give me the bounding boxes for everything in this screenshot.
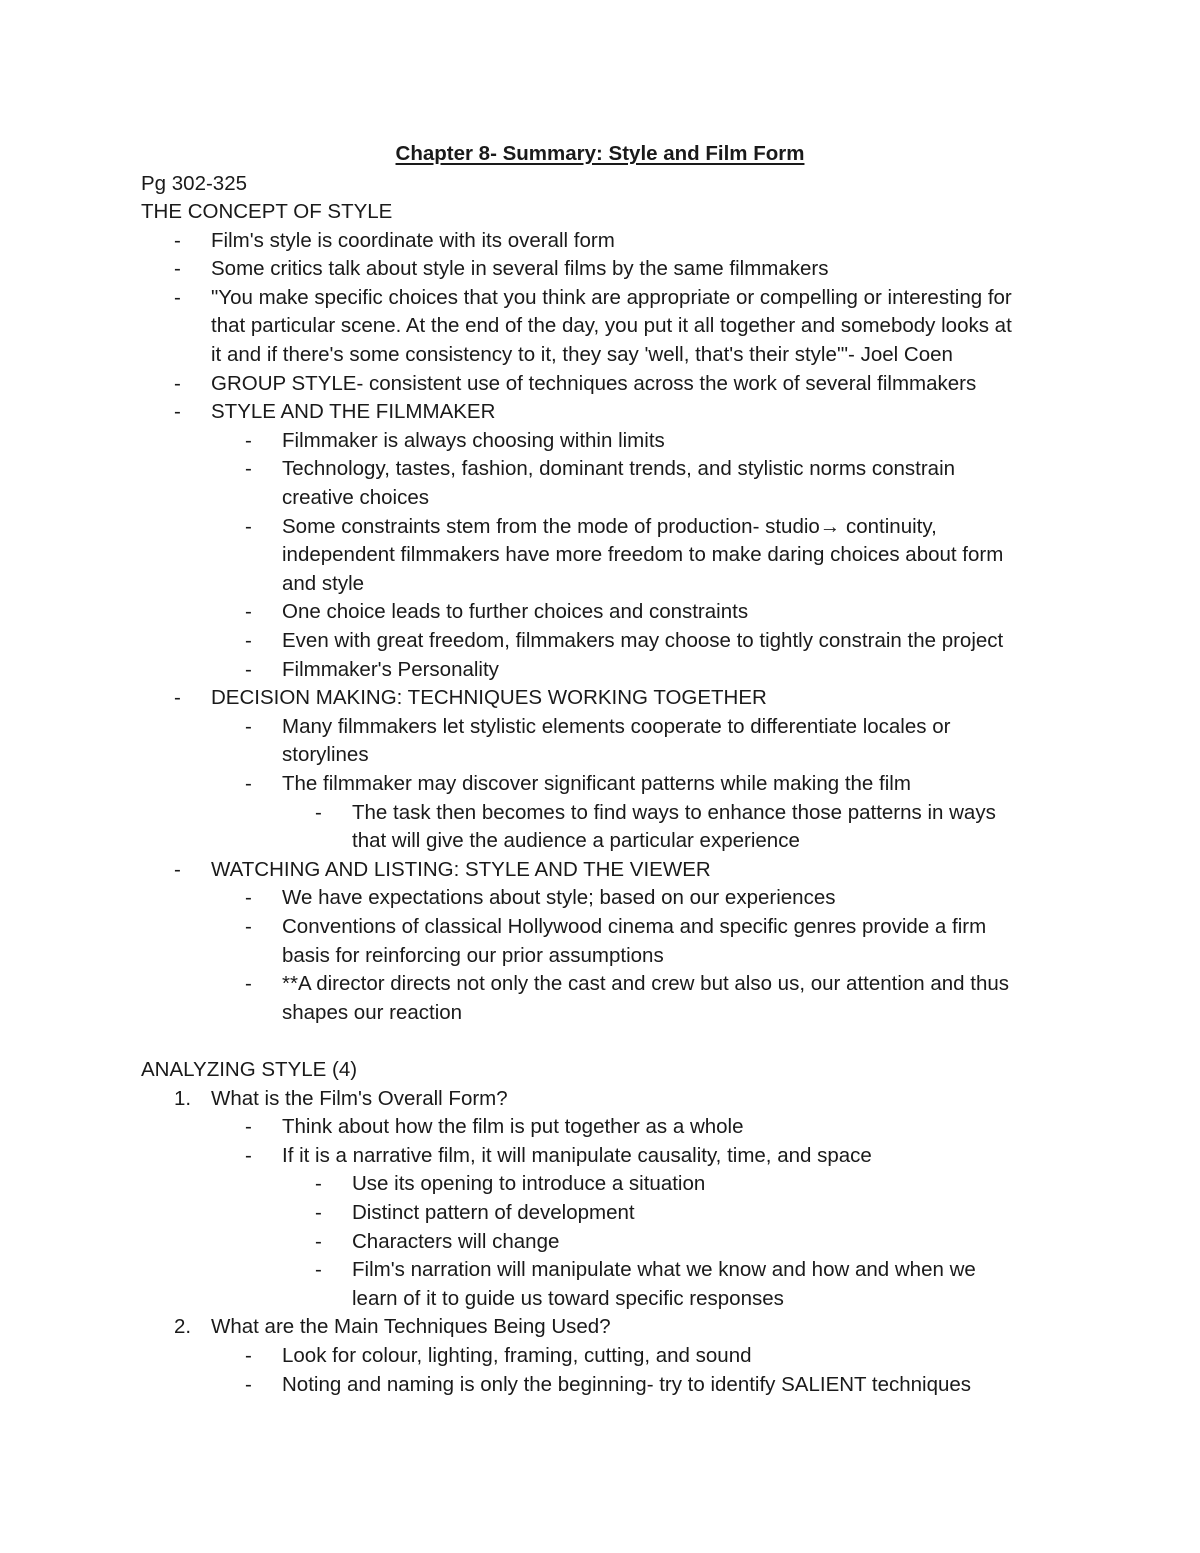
list-item-text: Use its opening to introduce a situation: [352, 1172, 706, 1196]
page-reference: Pg 302-325: [141, 172, 248, 195]
list-marker: -: [245, 1143, 252, 1167]
list-item-text: Look for colour, lighting, framing, cutting, and sound: [282, 1344, 752, 1367]
document-title: Chapter 8- Summary: Style and Film Form: [395, 142, 805, 165]
list-item-text: "You make specific choices that you think are appropriate or compelling or interesting for: [211, 285, 1012, 309]
list-marker: -: [174, 400, 181, 424]
list-item-text: One choice leads to further choices and constraints: [282, 600, 749, 624]
list-item-text: WATCHING AND LISTING: STYLE AND THE VIEWER: [211, 857, 711, 881]
list-item-text: shapes our reaction: [282, 1000, 463, 1024]
list-marker: -: [245, 772, 252, 795]
list-item-text: Some constraints stem from the mode of production- studio→ continuity,: [282, 514, 937, 538]
list-item-text: Distinct pattern of development: [352, 1201, 635, 1224]
list-item-text: Characters will change: [352, 1229, 560, 1253]
list-item-text: DECISION MAKING: TECHNIQUES WORKING TOGETHER: [211, 686, 767, 710]
list-marker: -: [245, 657, 252, 681]
list-marker: -: [245, 629, 252, 652]
list-marker: -: [315, 1201, 322, 1224]
list-marker: -: [174, 228, 181, 252]
section-heading: ANALYZING STYLE (4): [141, 1058, 358, 1081]
list-item-text: independent filmmakers have more freedom to make daring choices about form: [282, 543, 1004, 567]
list-item-text: What is the Film's Overall Form?: [211, 1086, 508, 1110]
list-item-text: creative choices: [282, 486, 429, 509]
list-marker: -: [245, 714, 252, 738]
list-marker: -: [315, 800, 322, 824]
list-item-text: Some critics talk about style in several films by the same filmmakers: [211, 257, 829, 281]
list-item-text: What are the Main Techniques Being Used?: [211, 1315, 611, 1339]
list-item-text: The task then becomes to find ways to enhance those patterns in ways: [352, 800, 996, 824]
list-marker: -: [174, 371, 181, 395]
list-item-text: Filmmaker's Personality: [282, 657, 499, 681]
list-item-text: it and if there's some consistency to it, they say 'well, that's their style'"- Joel Coen: [211, 343, 953, 366]
list-item-text: Even with great freedom, filmmakers may choose to tightly constrain the project: [282, 629, 1004, 652]
list-item-text: Many filmmakers let stylistic elements cooperate to differentiate locales or: [282, 714, 951, 738]
list-item-text: Conventions of classical Hollywood cinema and specific genres provide a firm: [282, 915, 987, 938]
list-marker: -: [245, 1344, 252, 1367]
list-item-text: Filmmaker is always choosing within limits: [282, 428, 665, 452]
list-item-text: basis for reinforcing our prior assumptions: [282, 943, 664, 967]
list-marker: -: [245, 514, 252, 538]
list-marker: -: [245, 972, 252, 996]
list-item-text: and style: [282, 571, 365, 595]
list-item-text: Noting and naming is only the beginning- try to identify SALIENT techniques: [282, 1372, 972, 1396]
list-item-text: If it is a narrative film, it will manipulate causality, time, and space: [282, 1143, 872, 1167]
list-marker: -: [315, 1229, 322, 1253]
list-marker: -: [315, 1258, 322, 1282]
section-heading: THE CONCEPT OF STYLE: [141, 200, 393, 223]
list-item-text: GROUP STYLE- consistent use of techniques across the work of several filmmakers: [211, 371, 977, 395]
list-marker: -: [245, 1372, 252, 1396]
list-marker: -: [315, 1172, 322, 1196]
list-item-text: We have expectations about style; based on our experiences: [282, 886, 836, 910]
list-item-text: learn of it to guide us toward specific responses: [352, 1286, 784, 1310]
list-marker: -: [245, 886, 252, 910]
list-marker: -: [174, 285, 181, 309]
list-item-text: Think about how the film is put together as a whole: [282, 1115, 744, 1139]
list-marker: 2.: [174, 1315, 192, 1339]
list-marker: -: [174, 686, 181, 710]
list-marker: -: [245, 428, 252, 452]
list-item-text: STYLE AND THE FILMMAKER: [211, 400, 496, 424]
list-marker: -: [245, 457, 252, 481]
list-item-text: **A director directs not only the cast and crew but also us, our attention and thus: [282, 972, 1010, 996]
list-item-text: The filmmaker may discover significant patterns while making the film: [282, 772, 911, 795]
list-item-text: storylines: [282, 743, 369, 767]
list-item-text: that particular scene. At the end of the day, you put it all together and somebody looks at: [211, 314, 1012, 338]
list-item-text: Technology, tastes, fashion, dominant trends, and stylistic norms constrain: [282, 457, 956, 481]
list-marker: 1.: [174, 1086, 192, 1110]
list-marker: -: [245, 1115, 252, 1139]
list-item-text: Film's style is coordinate with its overall form: [211, 228, 615, 252]
list-marker: -: [174, 857, 181, 881]
list-marker: -: [245, 600, 252, 624]
list-marker: -: [245, 915, 252, 938]
list-item-text: that will give the audience a particular experience: [352, 829, 800, 853]
list-item-text: Film's narration will manipulate what we know and how and when we: [352, 1258, 976, 1282]
list-marker: -: [174, 257, 181, 281]
